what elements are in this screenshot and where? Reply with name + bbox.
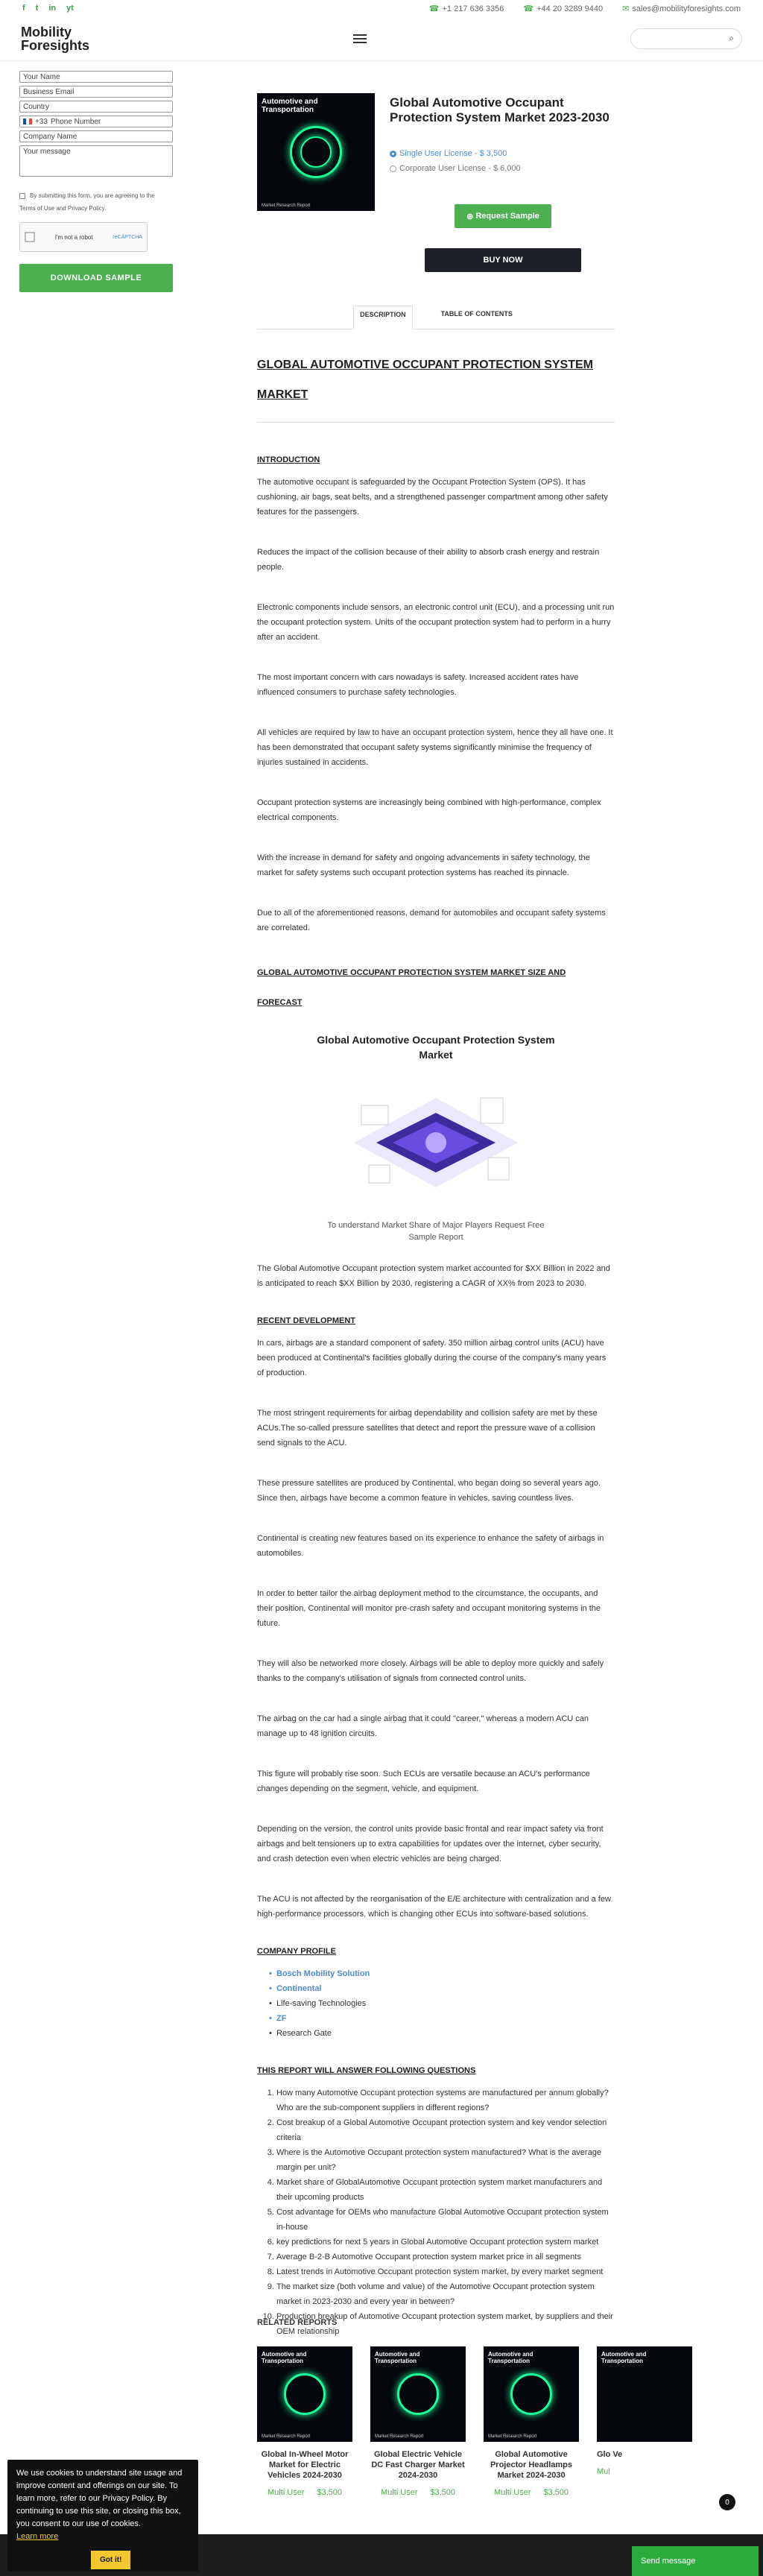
- recent-development-heading: RECENT DEVELOPMENT: [257, 1316, 356, 1325]
- related-report-card[interactable]: Automotive and Transportation Glo Ve Mul: [597, 2346, 627, 2497]
- twitter-icon[interactable]: t: [35, 4, 39, 13]
- content-tabs: [257, 306, 615, 329]
- questions-heading: THIS REPORT WILL ANSWER FOLLOWING QUESTIONS: [257, 2066, 476, 2075]
- related-reports: [257, 2318, 647, 2497]
- phone-field[interactable]: [19, 116, 173, 127]
- paragraph: The ACU is not affected by the reorganisation of the E/E architecture with centralization and a few high-performance processors, which is changing other ECUs into software-based solutions.: [257, 1895, 611, 1919]
- paragraph: This figure will probably rise soon. Such ECUs are versatile because an ACU's performance changes depending on the segment, vehicle, and equipment.: [257, 1770, 590, 1793]
- product-title: Global Automotive Occupant Protection System Market 2023-2030: [390, 95, 610, 124]
- phone-us[interactable]: ☎ +1 217 636 3356: [428, 4, 504, 13]
- sample-form: [19, 71, 173, 292]
- paragraph: The automotive occupant is safeguarded by the Occupant Protection System (OPS). It has cushioning, air bags, seat belts, and a strengthened passenger compartment among other safety features for the passengers.: [257, 478, 608, 517]
- company-list: [257, 1966, 615, 2041]
- license-options: [390, 146, 521, 176]
- paragraph: Electronic components include sensors, an electronic control unit (ECU), and a processing unit run the occupant protection system. Units of the occupant protection system had to perform in a hurry after an accident.: [257, 603, 615, 642]
- phone-code[interactable]: +33: [35, 117, 48, 126]
- linkedin-icon[interactable]: in: [48, 4, 57, 13]
- phone-icon: ☎: [523, 4, 534, 13]
- tab-description[interactable]: DESCRIPTION: [353, 306, 413, 329]
- list-item: 9. The market size (both volume and value) of the Automotive Occupant protection system market in 2023-2030 and every year in between?: [276, 2279, 615, 2309]
- list-item: • Research Gate: [257, 2026, 615, 2041]
- list-item: 6. key predictions for next 5 years in Global Automotive Occupant protection system market: [276, 2235, 615, 2250]
- question-list: [257, 2086, 615, 2339]
- contact-info: [429, 4, 741, 13]
- list-item: 1. How many Automotive Occupant protection systems are manufactured per annum globally? Who are the sub-component suppliers in different regions?: [276, 2086, 615, 2115]
- market-size-heading: GLOBAL AUTOMOTIVE OCCUPANT PROTECTION SYSTEM MARKET SIZE AND FORECAST: [257, 968, 566, 1007]
- phone-icon: ☎: [428, 4, 440, 13]
- logo[interactable]: Mobility Foresights: [21, 24, 90, 53]
- list-item: 5. Cost advantage for OEMs who manufacture Global Automotive Occupant protection system in-house: [276, 2205, 615, 2235]
- captcha[interactable]: I'm not a robot reCAPTCHA: [19, 222, 148, 252]
- report-cover-image: Automotive and Transportation Market Research Report: [257, 93, 375, 211]
- paragraph: They will also be networked more closely. Airbags will be able to deploy more quickly and safely thanks to the company's utilisation of signals from connected control units.: [257, 1659, 604, 1683]
- recaptcha-logo: reCAPTCHA: [113, 234, 142, 240]
- list-item: 7. Average B-2-B Automotive Occupant protection system market price in all segments: [276, 2250, 615, 2264]
- article: [257, 350, 615, 2339]
- license-single-radio[interactable]: Single User License - $ 3,500: [390, 146, 521, 161]
- youtube-icon[interactable]: yt: [66, 4, 74, 13]
- facebook-icon[interactable]: f: [22, 4, 25, 13]
- list-item: • Life-saving Technologies: [257, 1996, 615, 2011]
- list-item: 8. Latest trends in Automotive Occupant protection system market, by every market segment: [276, 2264, 615, 2279]
- buy-now-button[interactable]: BUY NOW: [425, 248, 581, 272]
- search-input[interactable]: [630, 28, 742, 49]
- infographic-illustration: [339, 1068, 533, 1210]
- report-cover-image: Automotive and Transportation Market Research Report: [370, 2346, 466, 2442]
- country-field[interactable]: Country: [19, 101, 173, 113]
- tab-table-of-contents[interactable]: TABLE OF CONTENTS: [440, 310, 513, 318]
- social-links: [22, 4, 74, 13]
- paragraph: Depending on the version, the control units provide basic frontal and rear impact safety via front airbags and belt tensioners up to extra capabilities for updates over the internet, cyber security, and crash detection even when electric vehicles are being charged.: [257, 1825, 604, 1863]
- related-report-card[interactable]: Automotive and Transportation Market Research Report Global Automotive Projector Headlamps Market 2024-2030 Multi User $3,500: [484, 2346, 579, 2497]
- flag-icon[interactable]: [23, 119, 32, 124]
- chat-badge[interactable]: 0: [719, 2494, 735, 2510]
- name-field[interactable]: Your Name: [19, 71, 173, 83]
- related-report-card[interactable]: Automotive and Transportation Market Research Report Global Electric Vehicle DC Fast Charger Market 2024-2030 Multi User $3,500: [370, 2346, 466, 2497]
- license-corporate-radio[interactable]: Corporate User License - $ 6,000: [390, 161, 521, 176]
- search-icon[interactable]: ⌕: [729, 33, 734, 43]
- email-field[interactable]: Business Email: [19, 86, 173, 98]
- mail-icon: ✉: [622, 4, 630, 13]
- paragraph: Continental is creating new features based on its experience to enhance the safety of airbags in automobiles.: [257, 1534, 604, 1558]
- learn-more-link[interactable]: Learn more: [16, 2532, 59, 2541]
- top-bar: [0, 0, 763, 16]
- request-sample-button[interactable]: ⊕ Request Sample: [455, 204, 551, 228]
- menu-icon[interactable]: [353, 34, 367, 43]
- report-cover-image: Automotive and Transportation: [597, 2346, 692, 2442]
- list-item[interactable]: • ZF: [257, 2011, 615, 2026]
- message-field[interactable]: Your message: [19, 145, 173, 177]
- phone-uk[interactable]: ☎ +44 20 3289 9440: [523, 4, 604, 13]
- intro-heading: INTRODUCTION: [257, 455, 320, 464]
- list-item: 10. Production breakup of Automotive Occupant protection system market, by suppliers and their OEM relationship: [276, 2309, 615, 2339]
- paragraph: Occupant protection systems are increasingly being combined with high-performance, complex electrical components.: [257, 798, 601, 822]
- email-link[interactable]: ✉ sales@mobilityforesights.com: [622, 4, 741, 13]
- paragraph: The most important concern with cars nowadays is safety. Increased accident rates have influenced consumers to purchase safety technologies.: [257, 673, 579, 697]
- list-item[interactable]: • Continental: [257, 1981, 615, 1996]
- company-profile-heading: COMPANY PROFILE: [257, 1947, 336, 1956]
- list-item: 2. Cost breakup of a Global Automotive Occupant protection system and key vendor selection criteria: [276, 2115, 615, 2145]
- download-sample-button[interactable]: DOWNLOAD SAMPLE: [19, 264, 173, 292]
- paragraph: All vehicles are required by law to have an occupant protection system, hence they all have one. It has been demonstrated that occupant safety systems significantly minimise the frequency of injuries sustained in accidents.: [257, 728, 613, 767]
- list-item: 3. Where is the Automotive Occupant protection system manufactured? What is the average margin per unit?: [276, 2145, 615, 2175]
- related-reports-title: RELATED REPORTS: [257, 2318, 338, 2327]
- page-title: GLOBAL AUTOMOTIVE OCCUPANT PROTECTION SYSTEM MARKET: [257, 359, 593, 401]
- list-item: 4. Market share of GlobalAutomotive Occupant protection system market manufacturers and their upcoming products: [276, 2175, 615, 2205]
- paragraph: The Global Automotive Occupant protection system market accounted for $XX Billion in 2022 and is anticipated to reach $XX Billion by 2030, registering a CAGR of XX% from 2023 to 2030.: [257, 1264, 610, 1288]
- paragraph: Reduces the impact of the collision because of their ability to absorb crash energy and restrain people.: [257, 548, 600, 572]
- report-cover-image: Automotive and Transportation Market Research Report: [257, 2346, 352, 2442]
- report-cover-image: Automotive and Transportation Market Research Report: [484, 2346, 579, 2442]
- cookie-banner: We use cookies to understand site usage and improve content and offerings on our site. To learn more, refer to our Privacy Policy. By continuing to use this site, or closing this box, you consent to our use of cookies. Learn more Got it!: [7, 2460, 198, 2572]
- captcha-checkbox[interactable]: [25, 232, 35, 242]
- paragraph: In order to better tailor the airbag deployment method to the circumstance, the occupants, and their position, Continental will monitor pre-crash safety and occupant monitoring systems in the future.: [257, 1589, 601, 1628]
- send-message-button[interactable]: Send message: [632, 2546, 759, 2576]
- cookie-accept-button[interactable]: Got it!: [91, 2551, 130, 2569]
- phone-placeholder: Phone Number: [50, 117, 101, 126]
- paragraph: Due to all of the aforementioned reasons, demand for automobiles and occupant safety systems are correlated.: [257, 909, 606, 932]
- site-header: [0, 16, 763, 61]
- related-report-card[interactable]: Automotive and Transportation Market Research Report Global In-Wheel Motor Market for Electric Vehicles 2024-2030 Multi User $3,500: [257, 2346, 352, 2497]
- paragraph: With the increase in demand for safety and ongoing advancements in safety technology, the market for safety systems such occupant protection systems has reached its pinnacle.: [257, 853, 590, 877]
- consent-checkbox[interactable]: By submitting this form, you are agreeing to the: [19, 190, 173, 202]
- terms-link[interactable]: Terms of Use and Privacy Policy.: [19, 205, 107, 212]
- paragraph: In cars, airbags are a standard component of safety. 350 million airbag control units (ACU) have been produced at Continental's facilities globally during the course of the company's many years of production.: [257, 1339, 607, 1377]
- info-icon: ⊕: [466, 212, 476, 221]
- paragraph: The most stringent requirements for airbag dependability and collision safety are met by these ACUs.The so-called pressure satellites that detect and report the pressure wave of a collision send signals to the ACU.: [257, 1409, 598, 1448]
- list-item[interactable]: • Bosch Mobility Solution: [257, 1966, 615, 1981]
- paragraph: The airbag on the car had a single airbag that it could "career," whereas a modern ACU can manage up to 48 ignition circuits.: [257, 1714, 589, 1738]
- paragraph: These pressure satellites are produced by Continental, who began doing so several years ago. Since then, airbags have become a common feature in vehicles, saving countless lives.: [257, 1479, 601, 1503]
- company-field[interactable]: Company Name: [19, 130, 173, 142]
- market-infographic[interactable]: Global Automotive Occupant Protection System Market To understand Market Share of Major Players Request Free Sample Report: [317, 1034, 555, 1242]
